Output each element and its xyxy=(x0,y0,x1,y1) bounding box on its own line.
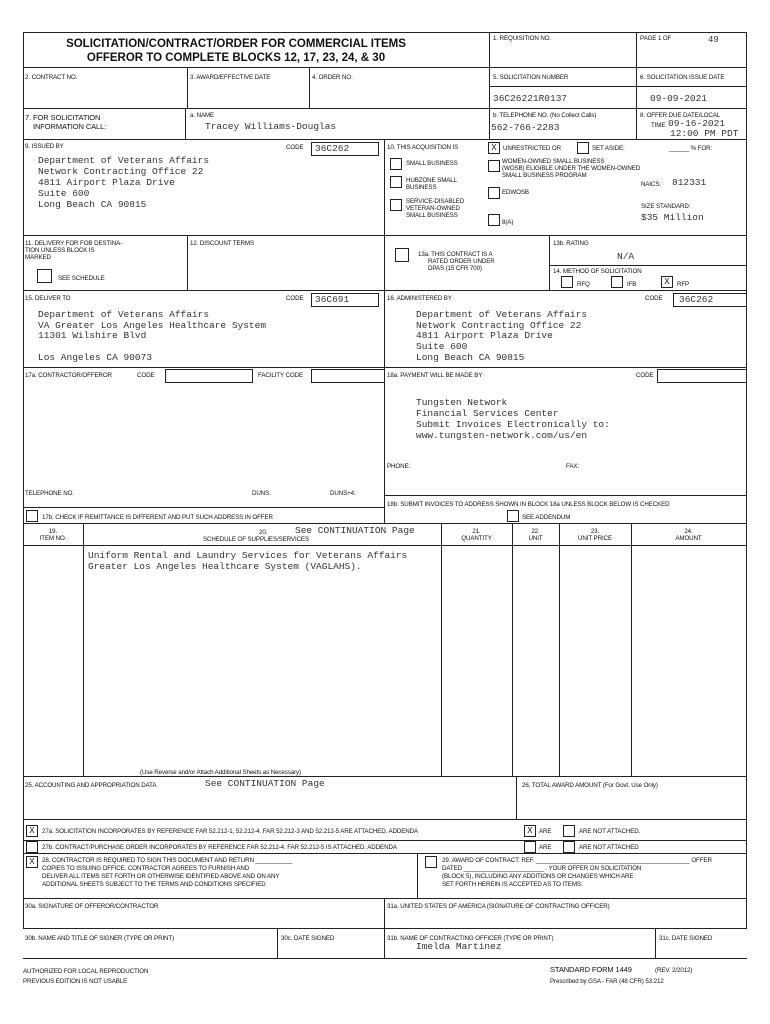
line xyxy=(441,523,442,776)
eight-a-label: 8(A) xyxy=(502,219,514,226)
28-line1: 28. CONTRACTOR IS REQUIRED TO SIGN THIS DOCUMENT AND RETURN ___________ xyxy=(42,857,293,864)
quantity-label: QUANTITY xyxy=(461,535,492,543)
col20-num: 20. xyxy=(259,529,268,536)
page-total: 49 xyxy=(708,35,719,45)
wosb-line3: SMALL BUSINESS PROGRAM xyxy=(502,172,587,180)
deliver-to-code: 36C691 xyxy=(315,294,350,305)
sdvosb-label xyxy=(406,198,464,219)
line xyxy=(23,776,747,777)
offer-due-time: 12:00 PM PDT xyxy=(670,128,739,139)
payment-address: Tungsten Network Financial Services Center Submit Invoices Electronically to: www.tungsten-network.com/us/en xyxy=(416,397,610,441)
rated-order-checkbox[interactable] xyxy=(395,248,409,262)
29-line2: DATED ________________________ . YOUR OFFER ON SOLICITATION xyxy=(442,865,642,873)
line xyxy=(187,235,188,290)
administered-by-address: Department of Veterans Affairs Network Contracting Office 22 4811 Airport Plaza Drive Suite 600 Long Beach CA 90815 xyxy=(416,309,588,363)
info-call-line2: INFORMATION CALL: xyxy=(33,121,107,131)
name-label: a. NAME xyxy=(190,112,215,119)
wosb-line1: WOMEN-OWNED SMALL BUSINESS xyxy=(502,158,605,165)
28-line2: COPIES TO ISSUING OFFICE. CONTRACTOR AGREES TO FURNISH AND xyxy=(42,865,250,873)
footer-authorized: AUTHORIZED FOR LOCAL REPRODUCTION xyxy=(23,968,149,975)
sdvosb-checkbox[interactable] xyxy=(390,199,402,211)
info-call-line1: 7. FOR SOLICITATION xyxy=(25,113,101,122)
sdvosb-line1: SERVICE-DISABLED xyxy=(406,198,465,205)
29-text xyxy=(442,857,712,889)
line xyxy=(516,776,517,819)
unit-header xyxy=(512,528,559,542)
standard-form-label: STANDARD FORM 1449 xyxy=(550,965,632,974)
contract-no-label: 2. CONTRACT NO. xyxy=(25,74,78,81)
date-31c-label: 31c. DATE SIGNED xyxy=(659,935,713,942)
duns4-label: DUNS+4: xyxy=(330,490,356,497)
line xyxy=(489,86,747,87)
27a-label: 27a. SOLICITATION INCORPORATES BY REFERENCE FAR 52.212-1, 52.212-4. FAR 52.212-3 AND 52.212-5 ARE ATTACHED. ADDENDA xyxy=(42,828,419,835)
29-checkbox[interactable] xyxy=(425,856,437,868)
payment-fax-label: FAX: xyxy=(566,463,580,470)
administered-code: 36C262 xyxy=(679,294,714,305)
pct-for-label: ______ % FOR: xyxy=(669,145,713,152)
line xyxy=(559,523,560,776)
total-award-label: 26. TOTAL AWARD AMOUNT (For Govt. Use Only) xyxy=(522,782,658,789)
remittance-label: 17b. CHECK IF REMITTANCE IS DIFFERENT AND PUT SUCH ADDRESS IN OFFER xyxy=(42,514,273,521)
line xyxy=(417,853,418,898)
contractor-code-label: CODE xyxy=(137,372,155,379)
rated-line2: RATED ORDER UNDER xyxy=(428,258,495,266)
date-30c-label: 30c. DATE SIGNED xyxy=(281,935,335,942)
set-aside-checkbox[interactable] xyxy=(577,142,589,154)
naics-label: NAICS: xyxy=(641,181,662,188)
naics-value: 812331 xyxy=(672,177,707,188)
accounting-value: See CONTINUATION Page xyxy=(205,778,325,789)
amount-label: AMOUNT xyxy=(675,535,702,543)
line xyxy=(23,898,747,899)
28-line3: DELIVER ALL ITEMS SET FORTH OR OTHERWISE IDENTIFIED ABOVE AND ON ANY xyxy=(42,873,280,881)
27b-are-not-label: ARE NOT ATTACHED xyxy=(579,844,639,851)
rfq-checkbox[interactable] xyxy=(561,276,573,288)
line xyxy=(23,523,747,524)
27b-are-checkbox[interactable] xyxy=(524,841,536,853)
line xyxy=(23,235,747,236)
reverse-note: (Use Reverse and/or Attach Additional Sheets as Necessary) xyxy=(140,769,302,776)
ifb-checkbox[interactable] xyxy=(611,276,623,288)
signer-name-label: 30b. NAME AND TITLE OF SIGNER (TYPE OR PRINT) xyxy=(25,935,175,942)
telephone-value: 562-766-2283 xyxy=(491,122,560,133)
offer-due-label: 8. OFFER DUE DATE/LOCAL xyxy=(640,112,721,119)
see-schedule-checkbox[interactable] xyxy=(37,269,52,283)
line xyxy=(23,367,747,368)
unit-price-label: UNIT PRICE xyxy=(578,535,612,543)
deliver-to-label: 15. DELIVER TO xyxy=(25,295,71,302)
delivery-line3: MARKED xyxy=(25,254,51,262)
payment-phone-label: PHONE: xyxy=(387,463,411,470)
line xyxy=(23,958,747,959)
officer-name: Imelda Martinez xyxy=(416,941,502,952)
solicitation-no-label: 5. SOLICITATION NUMBER xyxy=(493,74,569,81)
27b-checkbox[interactable] xyxy=(26,841,38,853)
see-schedule-label: SEE SCHEDULE xyxy=(58,275,105,282)
form-title xyxy=(36,38,436,66)
form-title-line1: SOLICITATION/CONTRACT/ORDER FOR COMMERCIAL ITEMS xyxy=(66,38,406,50)
payment-label: 18a. PAYMENT WILL BE MADE BY xyxy=(387,372,483,379)
unit-price-num: 23. xyxy=(590,528,600,535)
form-border-left xyxy=(23,32,24,929)
issue-date: 09-09-2021 xyxy=(650,93,708,104)
size-standard-value: $35 Million xyxy=(641,212,704,223)
line xyxy=(277,928,278,958)
facility-code-box xyxy=(311,369,385,383)
rated-line3: DPAS (15 CFR 700) xyxy=(428,265,482,273)
rating-label: 13b. RATING xyxy=(553,240,589,247)
issued-by-address: Department of Veterans Affairs Network Contracting Office 22 4811 Airport Plaza Drive Suite 600 Long Beach CA 90815 xyxy=(38,155,210,210)
unit-price-header xyxy=(559,528,631,542)
prescribed-label: Prescribed by GSA - FAR (48 CFR) 53.212 xyxy=(550,978,664,985)
29-line3: (BLOCK 5), INCLUDING ANY ADDITIONS OR CHANGES WHICH ARE xyxy=(442,873,634,881)
wosb-label xyxy=(502,158,640,179)
27b-label: 27b. CONTRACT/PURCHASE ORDER INCORPORATES BY REFERENCE FAR 52.212-4. FAR 52.212-5 IS ATTACHED. ADDENDA xyxy=(42,844,397,851)
contractor-code-box xyxy=(165,369,253,383)
line xyxy=(512,523,513,776)
edwosb-label: EDWOSB xyxy=(502,189,529,196)
award-date-label: 3. AWARD/EFFECTIVE DATE xyxy=(190,74,271,81)
issued-by-label: 9. ISSUED BY xyxy=(25,143,64,150)
contact-name: Tracey Williams-Douglas xyxy=(205,121,337,132)
deliver-to-code-label: CODE xyxy=(286,295,304,302)
line xyxy=(636,32,637,139)
contractor-label: 17a. CONTRACTOR/OFFEROR xyxy=(25,372,112,379)
hubzone-line2: BUSINESS xyxy=(406,184,437,192)
payment-code-box xyxy=(657,369,747,383)
line xyxy=(187,67,188,108)
remittance-checkbox[interactable] xyxy=(26,510,38,522)
line xyxy=(384,898,385,958)
line xyxy=(23,853,747,854)
line xyxy=(23,928,747,929)
deliver-to-address: Department of Veterans Affairs VA Greater Los Angeles Healthcare System 11301 Wilshire Blvd Los Angeles CA 90073 xyxy=(38,309,267,363)
issued-by-code-label: CODE xyxy=(286,144,304,151)
29-line1: 29. AWARD OF CONTRACT: REF. ______________________________________________ OFFER xyxy=(442,857,712,864)
signature-offeror-label: 30a. SIGNATURE OF OFFEROR/CONTRACTOR xyxy=(25,903,159,910)
schedule-description: Uniform Rental and Laundry Services for Veterans Affairs Greater Los Angeles Healthcare System (VAGLAHS). xyxy=(88,550,408,572)
line xyxy=(23,840,747,841)
rfp-checkbox[interactable]: X xyxy=(661,276,673,288)
administered-by-label: 16. ADMINISTERED BY xyxy=(387,295,452,302)
line xyxy=(185,108,186,139)
time-label: TIME xyxy=(651,122,666,129)
offer-due-date: 09-16-2021 xyxy=(668,118,726,129)
28-line4: ADDITIONAL SHEETS SUBJECT TO THE TERMS AND CONDITIONS SPECIFIED xyxy=(42,881,266,889)
telephone-no-label: TELEPHONE NO. xyxy=(25,490,74,497)
delivery-line1: 11. DELIVERY FOR FOB DESTINA- xyxy=(25,240,123,247)
unrestricted-label: UNRESTRICTED OR xyxy=(503,145,561,152)
delivery-line2: TION UNLESS BLOCK IS xyxy=(25,247,95,255)
line xyxy=(83,523,84,776)
requisition-no-label: 1. REQUISITION NO. xyxy=(493,35,552,42)
line xyxy=(23,507,384,508)
edwosb-checkbox[interactable] xyxy=(488,187,500,199)
small-business-label: SMALL BUSINESS xyxy=(406,160,458,167)
issued-by-code: 36C262 xyxy=(315,143,350,154)
line xyxy=(549,265,747,266)
set-aside-label: SET ASIDE: xyxy=(592,145,625,152)
col20-label: SCHEDULE OF SUPPLIES/SERVICES xyxy=(203,536,309,543)
rated-line1: 13a. THIS CONTRACT IS A xyxy=(418,251,493,258)
see-addendum-checkbox[interactable] xyxy=(507,510,519,522)
form-title-line2: OFFEROR TO COMPLETE BLOCKS 12, 17, 23, 24, & 30 xyxy=(86,51,386,64)
quantity-header xyxy=(441,528,512,542)
line xyxy=(23,290,747,291)
amount-header xyxy=(631,528,746,542)
line xyxy=(384,495,747,496)
payment-code-label: CODE xyxy=(636,372,654,379)
hubzone-line1: HUBZONE SMALL xyxy=(406,177,457,184)
hubzone-label xyxy=(406,177,457,191)
line xyxy=(655,928,656,958)
order-no-label: 4. ORDER NO. xyxy=(312,74,353,81)
28-text xyxy=(42,857,292,889)
amount-num: 24. xyxy=(684,528,693,535)
rfq-label: RFQ xyxy=(577,281,590,288)
line xyxy=(549,235,550,290)
27b-are-not-checkbox[interactable] xyxy=(563,841,575,853)
wosb-line2: (WOSB) ELIGIBLE UNDER THE WOMEN-OWNED xyxy=(502,165,641,173)
line xyxy=(384,139,385,523)
form-border-right xyxy=(746,32,747,929)
telephone-label: b. TELEPHONE NO. (No Collect Calls) xyxy=(493,112,597,119)
accounting-label: 25. ACCOUNTING AND APPROPRIATION DATA xyxy=(25,782,157,789)
item-no-header xyxy=(23,528,83,542)
27a-are-label: ARE xyxy=(539,828,552,835)
solicitation-no: 36C26221R0137 xyxy=(493,93,568,104)
submit-invoices-label: 18b. SUBMIT INVOICES TO ADDRESS SHOWN IN BLOCK 18a UNLESS BLOCK BELOW IS CHECKED xyxy=(387,501,670,508)
small-business-checkbox[interactable] xyxy=(390,158,402,170)
sdvosb-line3: SMALL BUSINESS xyxy=(406,212,458,220)
officer-name-label: 31b. NAME OF CONTRACTING OFFICER (TYPE OR PRINT) xyxy=(387,935,554,942)
footer-previous: PREVIOUS EDITION IS NOT USABLE xyxy=(23,978,128,985)
item-no-num: 19. xyxy=(48,528,58,535)
line xyxy=(23,819,747,820)
28-checkbox[interactable]: X xyxy=(26,856,38,868)
administered-code-label: CODE xyxy=(645,295,663,302)
27a-checkbox[interactable]: X xyxy=(26,825,38,837)
rfp-label: RFP xyxy=(677,281,690,288)
revision-label: (REV. 2/2012) xyxy=(655,967,693,974)
method-label: 14. METHOD OF SOLICITATION xyxy=(553,268,642,275)
line xyxy=(309,67,310,108)
duns-label: DUNS: xyxy=(252,490,271,497)
info-call-label xyxy=(25,114,106,131)
form-border-top xyxy=(23,32,747,33)
line xyxy=(23,108,747,109)
hubzone-checkbox[interactable] xyxy=(390,176,402,188)
line xyxy=(23,545,747,546)
rating-value: N/A xyxy=(617,251,635,262)
discount-terms-label: 12. DISCOUNT TERMS xyxy=(190,240,254,247)
27a-are-not-checkbox[interactable] xyxy=(563,825,575,837)
27b-are-label: ARE xyxy=(539,844,552,851)
size-standard-label: SIZE STANDARD: xyxy=(641,203,691,210)
wosb-checkbox[interactable] xyxy=(488,160,500,172)
ifb-label: IFB xyxy=(627,281,637,288)
signature-officer-label: 31a. UNITED STATES OF AMERICA (SIGNATURE OF CONTRACTING OFFICER) xyxy=(387,903,610,910)
acquisition-label: 10. THIS ACQUISITION IS xyxy=(387,144,459,151)
sdvosb-line2: VETERAN-OWNED xyxy=(406,205,460,213)
line xyxy=(23,139,747,140)
rated-order-label xyxy=(418,251,495,272)
issue-date-label: 6. SOLICITATION ISSUE DATE xyxy=(640,74,725,81)
27a-are-checkbox[interactable]: X xyxy=(524,825,536,837)
line xyxy=(23,67,747,68)
29-line4: SET FORTH HEREIN IS ACCEPTED AS TO ITEMS: xyxy=(442,881,583,889)
quantity-num: 21. xyxy=(472,528,481,535)
line xyxy=(489,32,490,139)
27a-are-not-label: ARE NOT ATTACHED. xyxy=(579,828,641,835)
facility-code-label: FACILITY CODE xyxy=(258,372,304,379)
see-addendum-label: SEE ADDENDUM xyxy=(522,514,571,521)
page-label: PAGE 1 OF xyxy=(640,35,672,42)
eight-a-checkbox[interactable] xyxy=(488,214,500,226)
col20-continuation: See CONTINUATION Page xyxy=(295,525,415,536)
delivery-label xyxy=(25,240,122,261)
unit-num: 22. xyxy=(531,528,540,535)
unit-label: UNIT xyxy=(528,535,543,543)
item-no-label: ITEM NO. xyxy=(39,535,67,543)
unrestricted-checkbox[interactable]: X xyxy=(488,142,500,154)
line xyxy=(631,523,632,776)
